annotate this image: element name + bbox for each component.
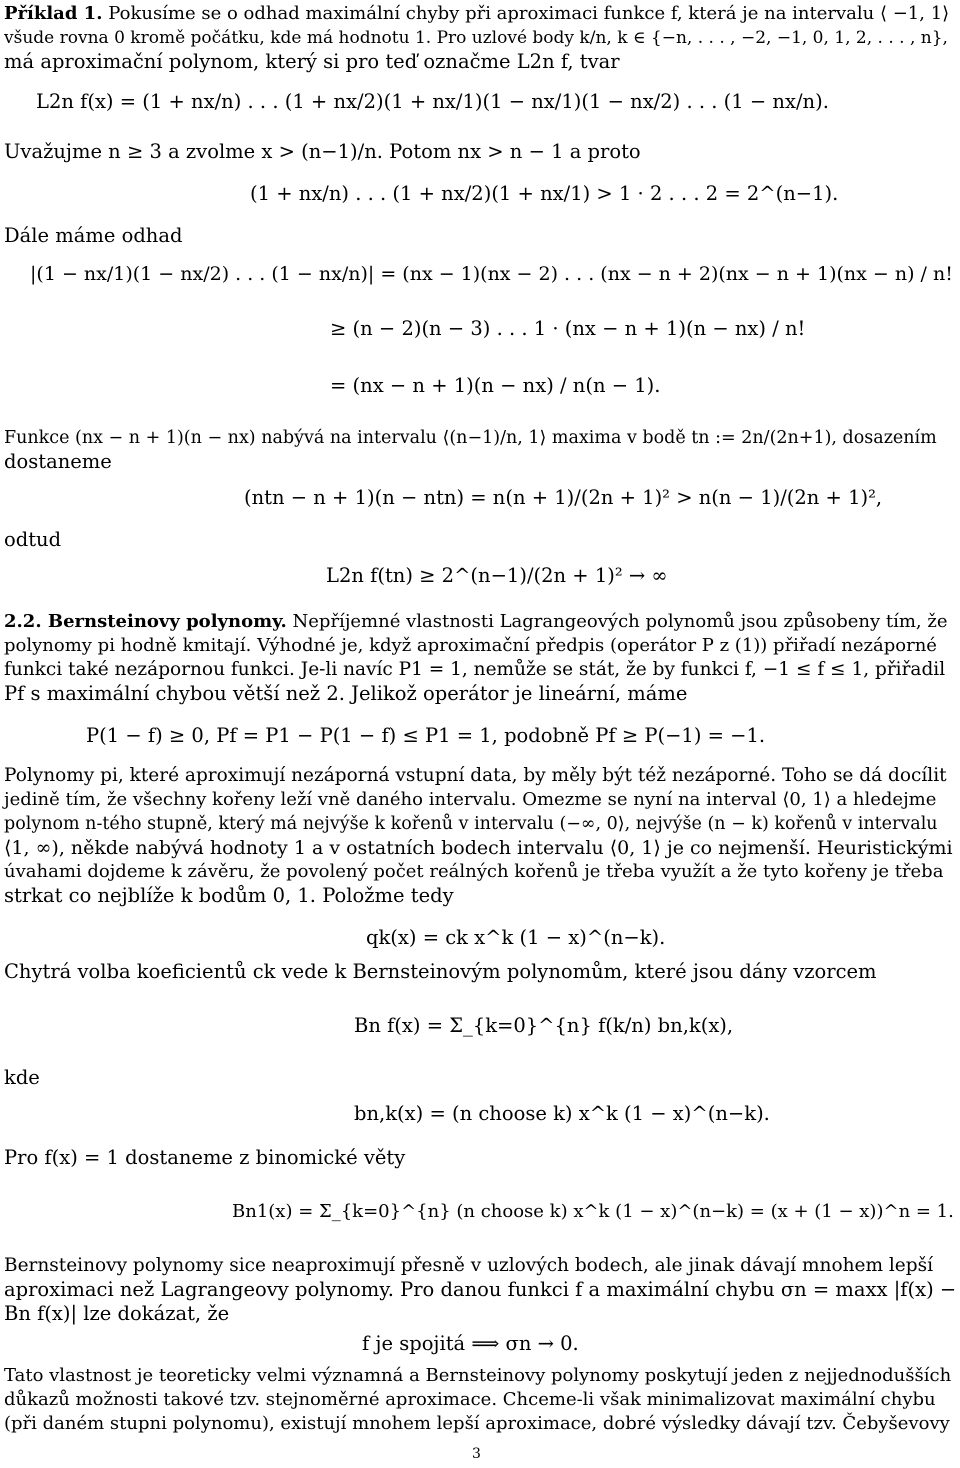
example-heading: Příklad 1. [4,3,103,24]
page-number: 3 [472,1446,481,1462]
para5-line-3: (při daném stupni polynomu), existují mnohem lepší aproximace, dobré výsledky dávají tzv. Čebyševovy [4,1413,950,1434]
para2-line-2: jedině tím, že všechny kořeny leží vně daného intervalu. Omezme se nyní na interval ⟨0, 1⟩ a hledejme [4,789,937,810]
para2-line-6: strkat co nejblíže k bodům 0, 1. Položme tedy [4,884,454,907]
function-line-2: dostaneme [4,450,112,473]
section-heading: 2.2. Bernsteinovy polynomy. [4,611,287,632]
para2-line-1: Polynomy pi, které aproximují nezáporná vstupní data, by měly být též nezáporné. Toho se dá docílit [4,765,947,786]
para5-line-2: důkazů možnosti takové tzv. stejnoměrné aproximace. Chceme-li však minimalizovat maximální chybu [4,1389,936,1410]
example-line-2: všude rovna 0 kromě počátku, kde má hodnotu 1. Pro uzlové body k/n, k ∈ {−n, . . . , −2, −1, 0, 1, 2, . . . , n}, [4,28,948,48]
para3: Chytrá volba koeficientů ck vede k Bernsteinovým polynomům, které jsou dány vzorcem [4,960,877,983]
equation-qk: qk(x) = ck x^k (1 − x)^(n−k). [366,926,666,949]
binomial-intro: Pro f(x) = 1 dostaneme z binomické věty [4,1146,406,1169]
section-line-4: Pf s maximální chybou větší než 2. Jelikož operátor je lineární, máme [4,682,688,705]
equation-convergence: f je spojitá ⟹ σn → 0. [362,1332,579,1355]
where-label: kde [4,1066,40,1089]
example-text-1: Pokusíme se o odhad maximální chyby při aproximaci funkce f, která je na intervalu ⟨ −1, 1⟩ [108,3,950,24]
para4-line-3: Bn f(x)| lze dokázat, že [4,1302,230,1325]
equation-positivity: P(1 − f) ≥ 0, Pf = P1 − P(1 − f) ≤ P1 = 1, podobně Pf ≥ P(−1) = −1. [86,724,766,747]
equation-estimate-line-1: |(1 − nx/1)(1 − nx/2) . . . (1 − nx/n)| = (nx − 1)(nx − 2) . . . (nx − n + 2)(nx − n + 1)(nx − n) / n! [30,263,953,285]
section-text-1: Nepříjemné vlastnosti Lagrangeových polynomů jsou způsobeny tím, že [292,611,948,632]
estimate-intro: Dále máme odhad [4,224,183,247]
section-line-2: polynomy pi hodně kmitají. Výhodné je, když aproximační předpis (operátor P z (1)) přiřadí nezáporné [4,635,937,656]
equation-basis-polynomial: bn,k(x) = (n choose k) x^k (1 − x)^(n−k). [354,1102,770,1125]
para2-line-3: polynom n-tého stupně, který má nejvýše k kořenů v intervalu (−∞, 0⟩, nejvýše (n − k) kořenů v intervalu [4,814,938,834]
para2-line-5: úvahami dojdeme k závěru, že povolený počet reálných kořenů je třeba využít a že tyto kořeny je třeba [4,861,944,882]
equation-substitution: (ntn − n + 1)(n − ntn) = n(n + 1)/(2n + 1)² > n(n − 1)/(2n + 1)², [244,486,883,509]
equation-estimate-line-3: = (nx − n + 1)(n − nx) / n(n − 1). [330,374,661,397]
consider-line: Uvažujme n ≥ 3 a zvolme x > (n−1)/n. Potom nx > n − 1 a proto [4,140,641,163]
equation-product-lower-bound: (1 + nx/n) . . . (1 + nx/2)(1 + nx/1) > 1 · 2 . . . 2 = 2^(n−1). [250,182,839,205]
equation-lagrange-polynomial: L2n f(x) = (1 + nx/n) . . . (1 + nx/2)(1 + nx/1)(1 − nx/1)(1 − nx/2) . . . (1 − nx/n). [36,90,829,113]
example-line-3: má aproximační polynom, který si pro teď označme L2n f, tvar [4,50,620,73]
para2-line-4: ⟨1, ∞), někde nabývá hodnoty 1 a v ostatních bodech intervalu ⟨0, 1⟩ je co nejmenší. Heuristickými [4,837,953,859]
para4-line-1: Bernsteinovy polynomy sice neaproximují přesně v uzlových bodech, ale jinak dávají mnohem lepší [4,1255,934,1276]
para5-line-1: Tato vlastnost je teoreticky velmi významná a Bernsteinovy polynomy poskytují jeden z nejjednodušších [4,1365,952,1386]
para4-line-2: aproximaci než Lagrangeovy polynomy. Pro danou funkci f a maximální chybu σn = maxx |f(x) − [4,1278,957,1301]
section-line-3: funkci také nezápornou funkci. Je-li navíc P1 = 1, nemůže se stát, že by funkci f, −1 ≤ f ≤ 1, přiřadil [4,659,946,680]
equation-divergence: L2n f(tn) ≥ 2^(n−1)/(2n + 1)² → ∞ [326,564,668,587]
hence-label: odtud [4,528,62,551]
equation-estimate-line-2: ≥ (n − 2)(n − 3) . . . 1 · (nx − n + 1)(n − nx) / n! [330,317,806,340]
function-line-1: Funkce (nx − n + 1)(n − nx) nabývá na intervalu ⟨(n−1)/n, 1⟩ maxima v bodě tn := 2n/(2n+1), dosazením [4,428,937,448]
equation-bernstein-operator: Bn f(x) = Σ_{k=0}^{n} f(k/n) bn,k(x), [354,1014,734,1037]
equation-partition-of-unity: Bn1(x) = Σ_{k=0}^{n} (n choose k) x^k (1 − x)^(n−k) = (x + (1 − x))^n = 1. [232,1201,954,1222]
